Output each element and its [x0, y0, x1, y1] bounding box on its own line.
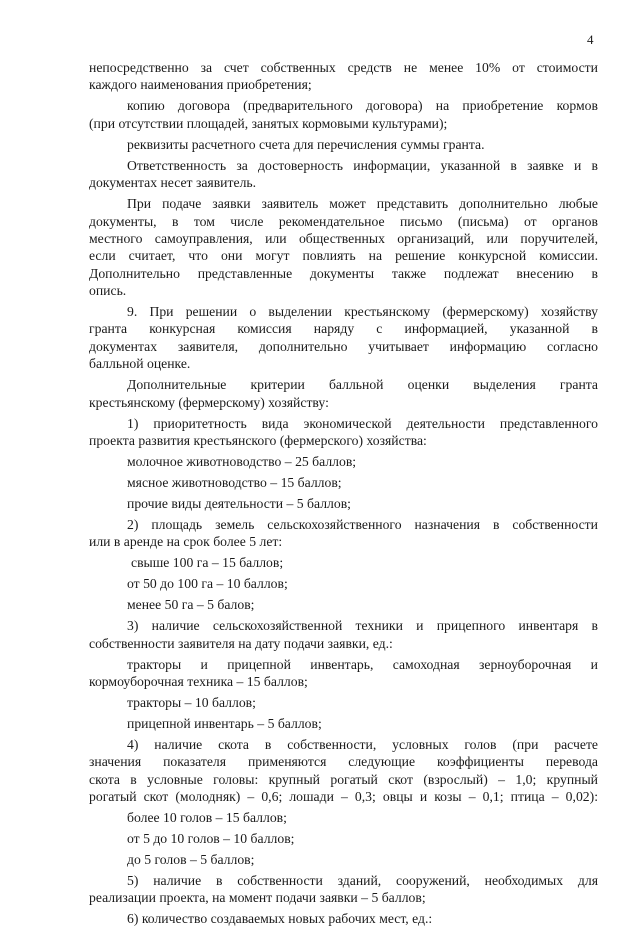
text-line: мясное животноводство – 15 баллов;: [127, 474, 342, 490]
text-line: 3) наличие сельскохозяйственной техники и прицепного инвентаря в: [127, 618, 598, 634]
text-line: до 5 голов – 5 баллов;: [127, 852, 255, 868]
text-line: 1) приоритетность вида экономической деятельности представленного: [127, 415, 598, 431]
text-line: тракторы и прицепной инвентарь, самоходная зерноуборочная и: [127, 656, 598, 672]
text-line: каждого наименования приобретения;: [89, 77, 312, 93]
text-line: тракторы – 10 баллов;: [127, 694, 256, 710]
text-line: прочие виды деятельности – 5 баллов;: [127, 495, 351, 511]
text-line: значения показателя применяются следующие коэффициенты перевода: [89, 754, 598, 770]
text-line: реализации проекта, на момент подачи заявки – 5 баллов;: [89, 890, 426, 906]
text-line: документах несет заявитель.: [89, 175, 257, 191]
text-line: 5) наличие в собственности зданий, сооружений, необходимых для: [127, 873, 598, 889]
page-number: 4: [587, 32, 594, 47]
text-line: Дополнительно представленные документы также подлежат внесению в: [89, 265, 598, 281]
text-line: 9. При решении о выделении крестьянскому (фермерскому) хозяйству: [127, 304, 598, 320]
text-line: от 50 до 100 га – 10 баллов;: [127, 576, 288, 592]
text-line: более 10 голов – 15 баллов;: [127, 810, 287, 826]
text-line: При подаче заявки заявитель может представить дополнительно любые: [127, 196, 598, 212]
text-line: (при отсутствии площадей, занятых кормовыми культурами);: [89, 115, 448, 131]
text-line: проекта развития крестьянского (фермерского) хозяйства:: [89, 432, 427, 448]
text-line: 6) количество создаваемых новых рабочих мест, ед.:: [127, 911, 433, 927]
text-line: Ответственность за достоверность информации, указанной в заявке и в: [127, 157, 598, 173]
document-body: [89, 59, 598, 928]
text-line: прицепной инвентарь – 5 баллов;: [127, 715, 322, 731]
text-line: гранта конкурсная комиссия наряду с информацией, указанной в: [89, 321, 598, 337]
text-line: 2) площадь земель сельскохозяйственного назначения в собственности: [127, 516, 598, 532]
text-line: балльной оценке.: [89, 356, 191, 372]
text-line: молочное животноводство – 25 баллов;: [127, 453, 357, 469]
text-line: менее 50 га – 5 балов;: [127, 597, 255, 613]
text-line: непосредственно за счет собственных средств не менее 10% от стоимости: [89, 60, 598, 75]
text-line: 4) наличие скота в собственности, условных голов (при расчете: [127, 736, 598, 752]
text-line: если считает, что они могут повлиять на решение конкурсной комиссии.: [89, 248, 598, 264]
text-line: или в аренде на срок более 5 лет:: [89, 534, 283, 550]
text-line: кормоуборочная техника – 15 баллов;: [89, 674, 308, 689]
text-line: копию договора (предварительного договора) на приобретение кормов: [127, 98, 598, 114]
text-line: собственности заявителя на дату подачи заявки, ед.:: [89, 635, 393, 651]
text-line: от 5 до 10 голов – 10 баллов;: [127, 831, 295, 847]
text-line: крестьянскому (фермерскому) хозяйству:: [89, 394, 329, 410]
text-line: скота в условные головы: крупный рогатый скот (взрослый) – 1,0; крупный: [89, 771, 598, 787]
text-line: рогатый скот (молодняк) – 0,6; лошади – 0,3; овцы и козы – 0,1; птица – 0,02):: [89, 789, 598, 805]
text-line: опись.: [89, 283, 127, 299]
text-line: местного самоуправления, или общественных организаций, или поручителей,: [89, 230, 598, 246]
text-line: документы, в том числе рекомендательное письмо (письма) от органов: [89, 213, 598, 229]
text-line: реквизиты расчетного счета для перечисления суммы гранта.: [127, 136, 485, 152]
text-line: документах заявителя, дополнительно учитывает информацию согласно: [89, 338, 598, 354]
text-line: Дополнительные критерии балльной оценки выделения гранта: [127, 377, 598, 393]
text-line: свыше 100 га – 15 баллов;: [131, 555, 284, 571]
